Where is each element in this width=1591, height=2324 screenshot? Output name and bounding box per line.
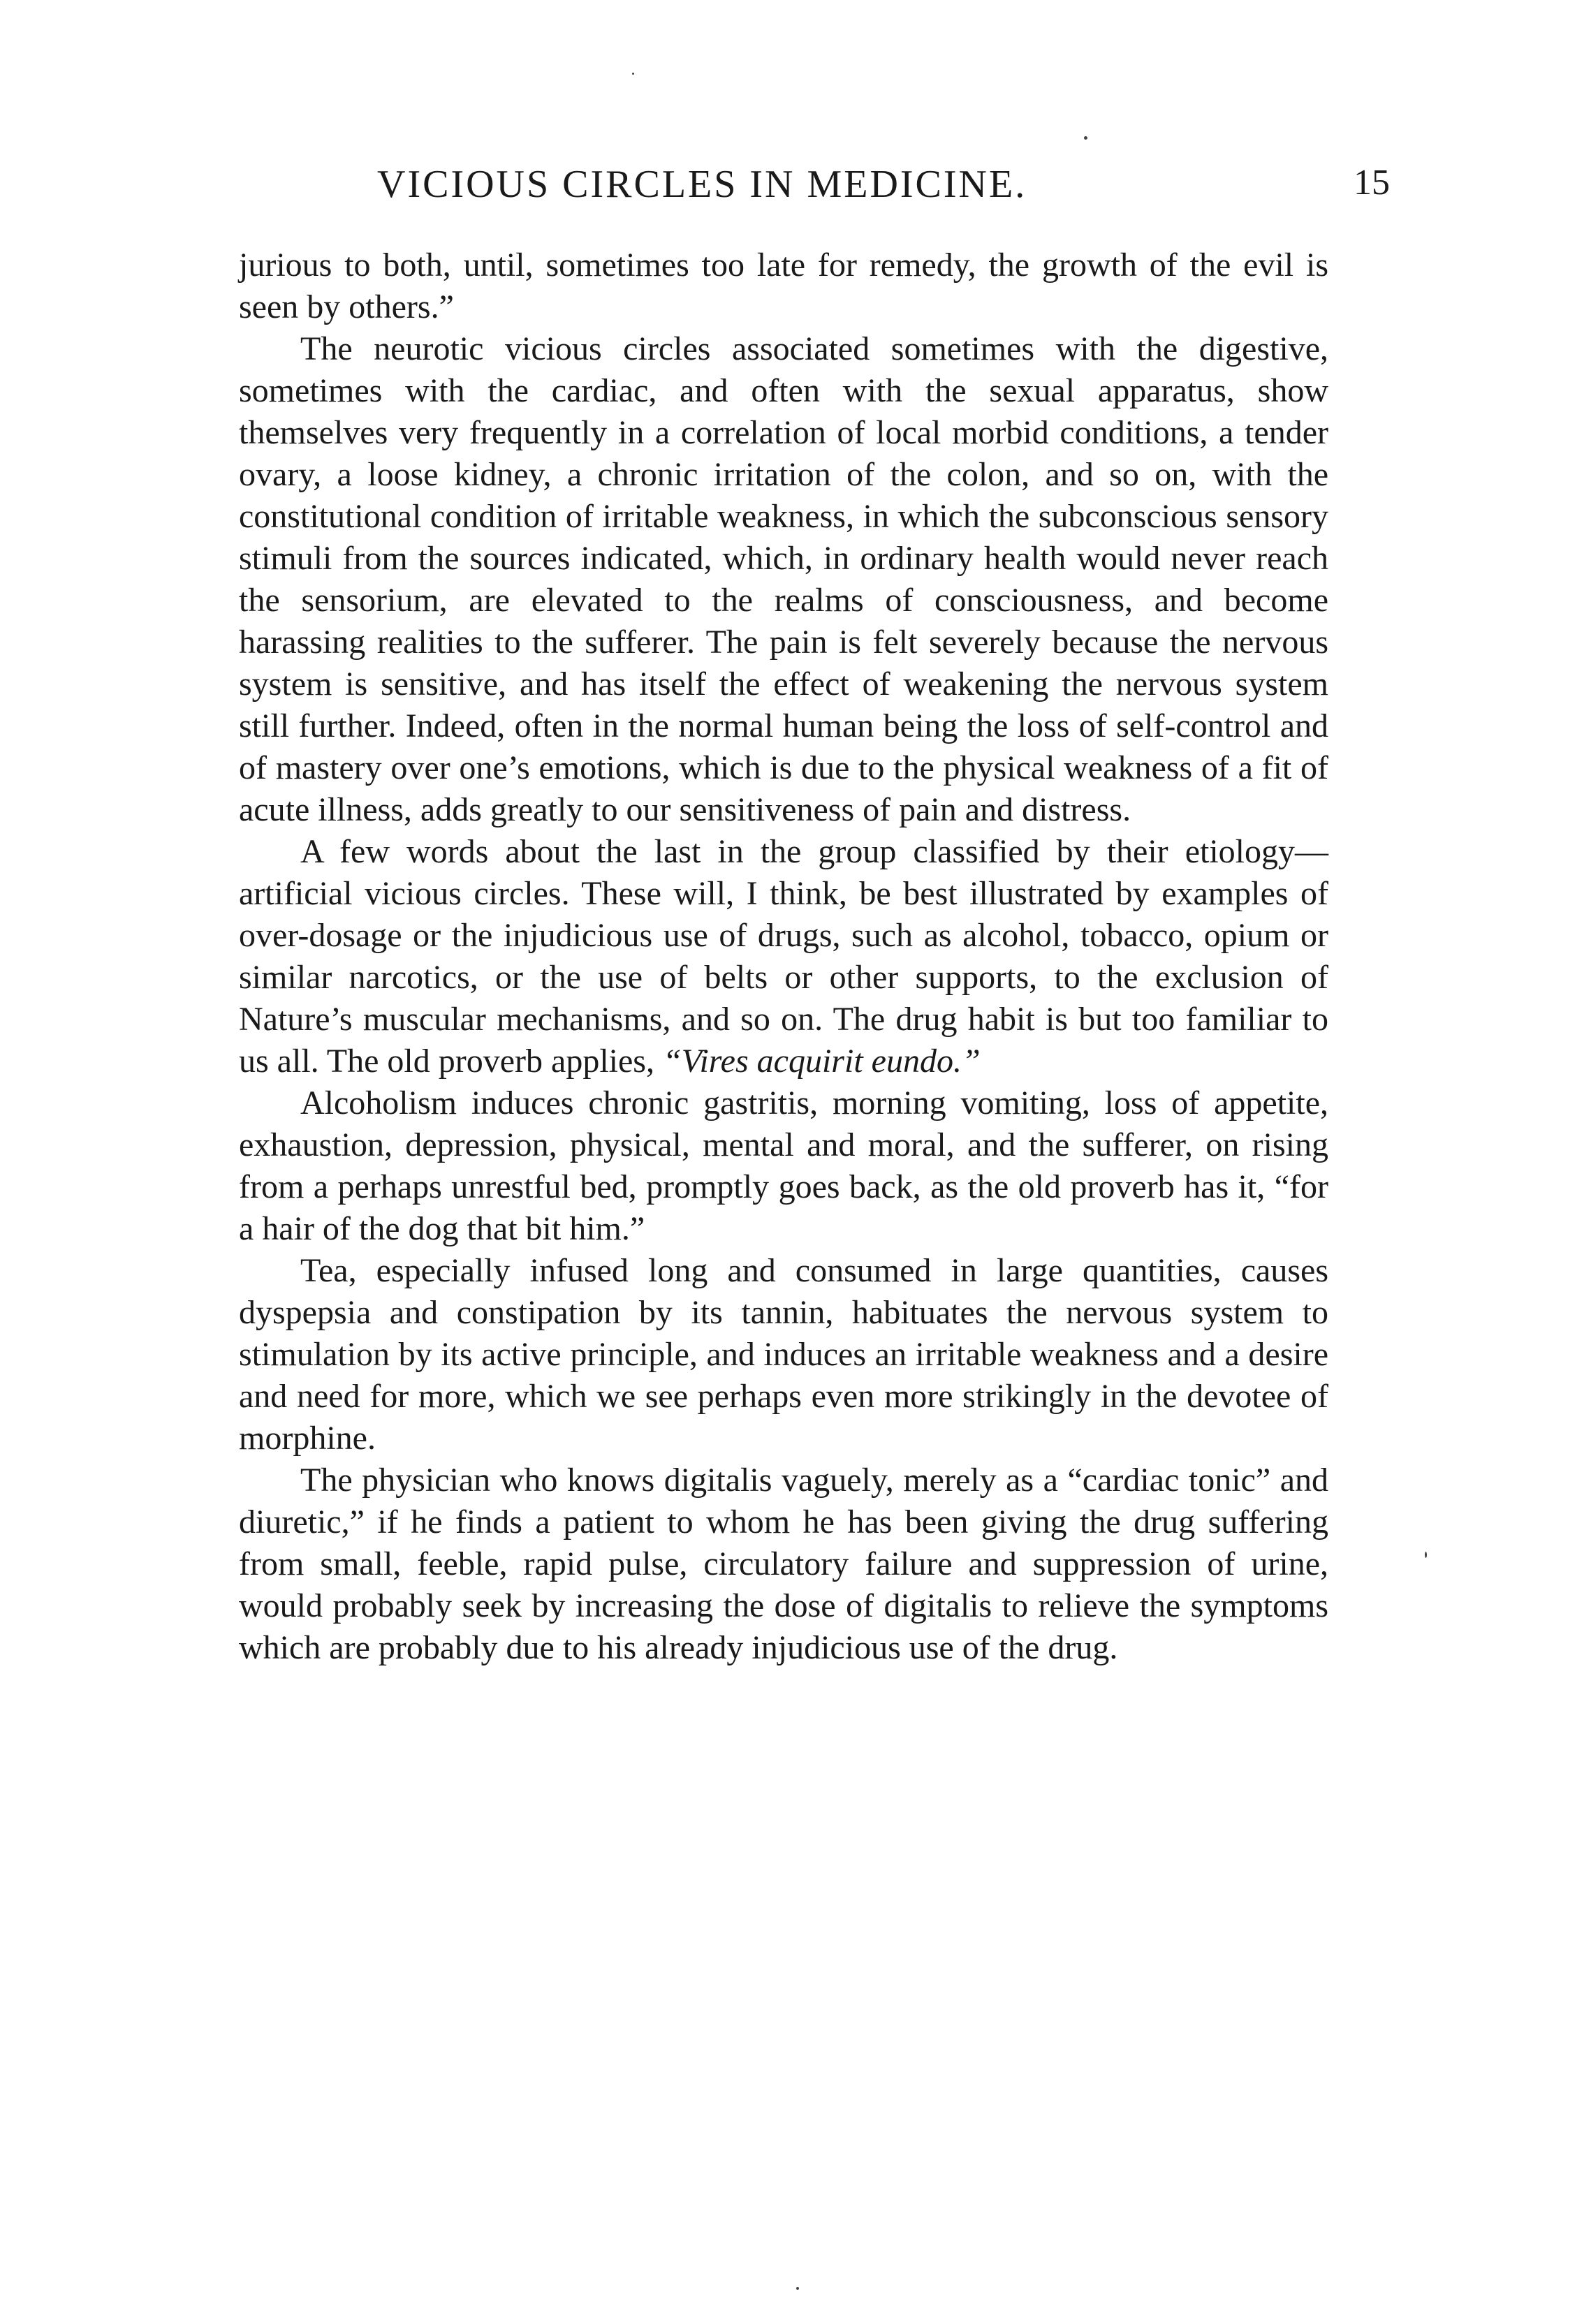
paragraph-continuation: jurious to both, until, sometimes too late for remedy, the growth of the evil is seen by others.”: [239, 247, 1328, 325]
body-text: [239, 244, 1328, 1669]
scan-speck: [1084, 136, 1087, 140]
paragraph-artificial-circles: [239, 831, 1328, 1082]
paragraph-artificial-circles-text: A few words about the last in the group classified by their etiology—artificial vicious circles. These will, I think, be best illustrated by examples of over-dosage or the injudicious use of drugs, such as alcohol, tobacco, opium or similar narcotics, or the use of belts or other supports, to the exclusion of Nature’s muscular mechanisms, and so on. The drug habit is but too familiar to us all. The old proverb applies,: [239, 833, 1328, 1080]
latin-proverb: “Vires acquirit eundo.”: [662, 1043, 981, 1080]
paragraph-digitalis: The physician who knows digitalis vaguely, merely as a “cardiac tonic” and diuretic,” if he finds a patient to whom he has been giving the drug suffering from small, feeble, rapid pulse, circulatory failure and suppression of urine, would probably seek by increasing the dose of digitalis to relieve the symptoms which are probably due to his already injudicious use of the drug.: [239, 1462, 1328, 1666]
running-head: VICIOUS CIRCLES IN MEDICINE.: [377, 163, 1027, 206]
page-header: [244, 162, 1390, 218]
paragraph-alcoholism: Alcoholism induces chronic gastritis, morning vomiting, loss of appetite, exhaustion, depression, physical, mental and moral, and the sufferer, on rising from a perhaps unrestful bed, promptly goes back, as the old proverb has it, “for a hair of the dog that bit him.”: [239, 1084, 1328, 1247]
page-number: 15: [1354, 163, 1390, 203]
scan-speck: [1425, 1552, 1427, 1558]
paragraph-tea: Tea, especially infused long and consumed in large quantities, causes dyspepsia and constipation by its tannin, habituates the nervous system to stimulation by its active principle, and induces an irritable weakness and a desire and need for more, which we see perhaps even more strikingly in the devotee of morphine.: [239, 1252, 1328, 1457]
scan-speck: [632, 73, 634, 75]
paragraph-neurotic-circles: The neurotic vicious circles associated sometimes with the digestive, sometimes with the cardiac, and often with the sexual apparatus, show themselves very frequently in a correlation of local morbid conditions, a tender ovary, a loose kidney, a chronic irritation of the colon, and so on, with the constitutional condition of irritable weakness, in which the subconscious sensory stimuli from the sources indicated, which, in ordinary health would never reach the sensorium, are elevated to the realms of consciousness, and become harassing realities to the sufferer. The pain is felt severely because the nervous system is sensitive, and has itself the effect of weakening the nervous system still further. Indeed, often in the normal human being the loss of self-control and of mastery over one’s emotions, which is due to the physical weakness of a fit of acute illness, adds greatly to our sensitiveness of pain and distress.: [239, 330, 1328, 828]
scan-speck: [796, 2287, 799, 2290]
